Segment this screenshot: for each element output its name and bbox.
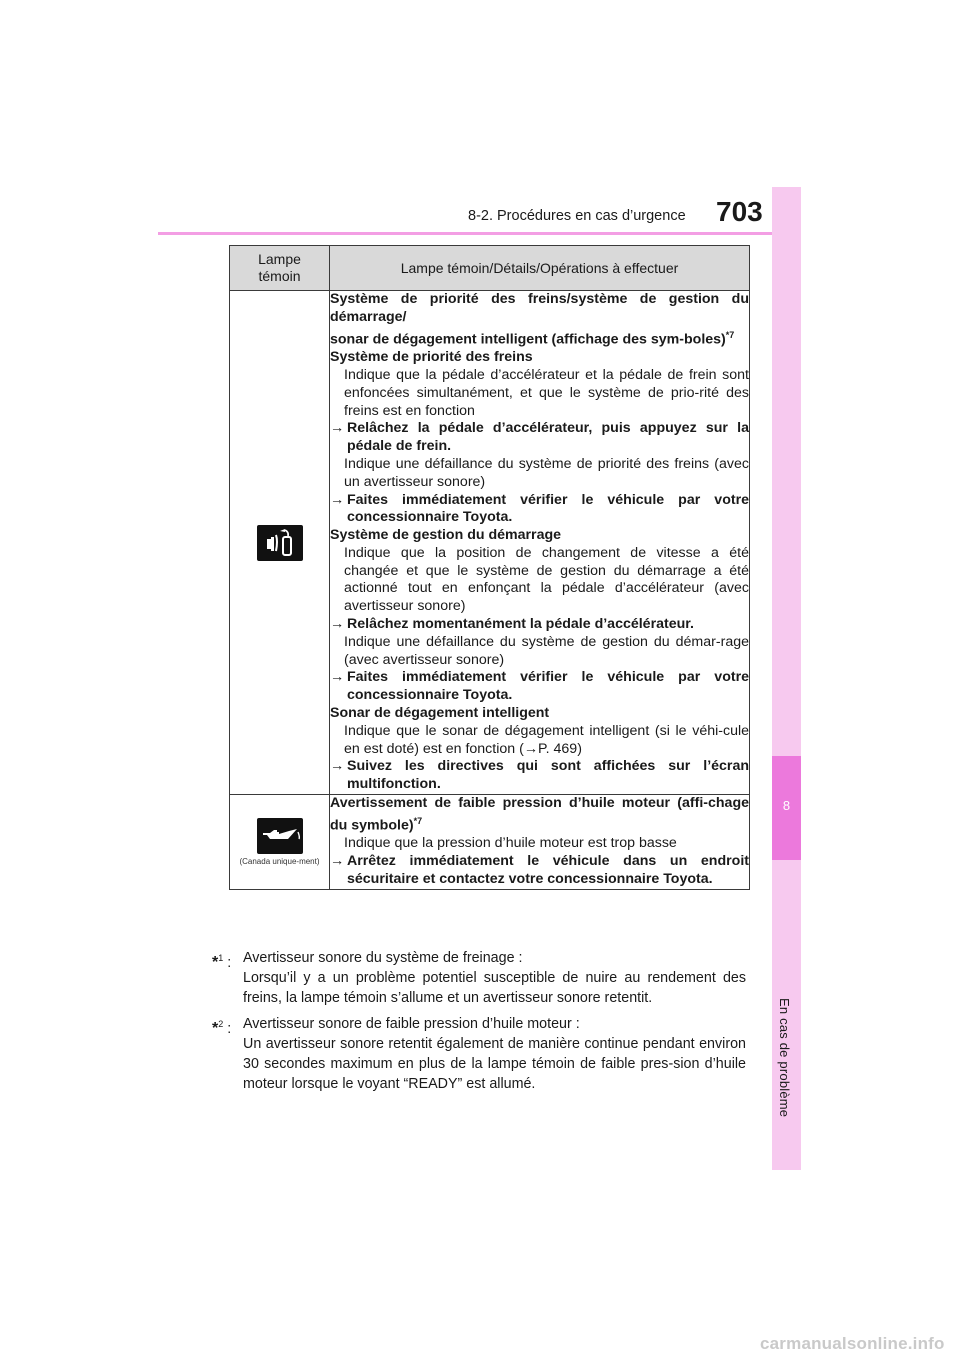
action-line: → Suivez les directives qui sont affichées sur l’écran multifonction.	[330, 758, 749, 793]
icon-cell	[230, 795, 330, 890]
description-text: Indique que la position de changement de vitesse a été changée et que le système de gestion du démarrage a été actionné tout en enfonçant la pédale d’accélérateur (avec avertisseur sonore)	[344, 544, 749, 615]
action-line: → Faites immédiatement vérifier le véhicule par votre concessionnaire Toyota.	[330, 669, 749, 704]
description-text: Indique une défaillance du système de priorité des freins (avec un avertisseur sonore)	[344, 455, 749, 490]
col-header-details: Lampe témoin/Détails/Opérations à effectuer	[330, 246, 750, 291]
action-line: → Relâchez momentanément la pédale d’accélérateur.	[330, 616, 694, 633]
table-header-row	[230, 246, 750, 291]
footnote: *$^2$ : Avertisseur sonore de faible pression d’huile moteur : Un avertisseur sonore retentit également de manière continue pendant environ 30 secondes maximum en plus de la lampe témoin de faible pres-sion d’huile moteur lorsque le voyant “READY” est allumé.	[212, 1016, 746, 1092]
row1-title: Système de priorité des freins/système de gestion du démarrage/ sonar de dégagement intelligent (affichage des sym-boles)$^{*7}$	[330, 291, 749, 348]
table-row	[230, 291, 750, 795]
description-text: Indique une défaillance du système de gestion du démar-rage (avec avertisseur sonore)	[344, 633, 749, 668]
action-line: → Relâchez la pédale d’accélérateur, puis appuyez sur la pédale de frein.	[330, 420, 749, 455]
arrow-icon: →	[330, 420, 345, 437]
warning-lamp-table	[229, 245, 750, 890]
oil-can-icon	[257, 818, 303, 854]
header-rule	[158, 232, 772, 235]
arrow-icon: →	[330, 669, 345, 686]
page-number: 703	[716, 196, 763, 227]
col-header-lamp: Lampe témoin	[230, 246, 330, 291]
arrow-icon: →	[330, 491, 345, 508]
row2-description	[330, 795, 750, 890]
description-text: Indique que le sonar de dégagement intelligent (si le véhi-cule en est doté) est en fonction (→P. 469)	[344, 722, 749, 757]
action-line: → Arrêtez immédiatement le véhicule dans un endroit sécuritaire et contactez votre concessionnaire Toyota.	[330, 853, 749, 887]
footnotes	[212, 948, 746, 1100]
canada-only-note: (Canada unique-ment)	[239, 856, 320, 866]
arrow-icon: →	[523, 740, 539, 757]
arrow-icon: →	[330, 758, 345, 775]
arrow-icon: →	[330, 616, 345, 633]
chapter-title: En cas de problème	[777, 998, 792, 1118]
footnote: *$^1$ : Avertisseur sonore du système de freinage : Lorsqu’il y a un problème potentiel susceptible de nuire au rendement des freins, la lampe témoin s’allume et un avertisseur sonore retentit.	[212, 950, 746, 1006]
arrow-icon: →	[330, 853, 345, 870]
watermark: carmanualsonline.info	[760, 1334, 945, 1353]
page-ref-link[interactable]: →P. 469)	[523, 740, 582, 757]
subheading: Système de gestion du démarrage	[330, 527, 562, 544]
row2-title: Avertissement de faible pression d’huile moteur (affi-chage du symbole)$^{*7}$	[330, 795, 749, 834]
description-text: Indique que la pédale d’accélérateur et la pédale de frein sont enfoncées simultanément, et que le système de prio-rité des freins est en fonction	[344, 366, 749, 419]
action-line: → Faites immédiatement vérifier le véhicule par votre concessionnaire Toyota.	[330, 491, 749, 526]
section-title: 8-2. Procédures en cas d’urgence	[468, 208, 686, 224]
description-text: Indique que la pression d’huile moteur est trop basse	[344, 835, 677, 852]
table-row	[230, 795, 750, 890]
icon-cell	[230, 291, 330, 795]
row1-description	[330, 291, 750, 795]
subheading: Système de priorité des freins	[330, 349, 533, 366]
subheading: Sonar de dégagement intelligent	[330, 705, 550, 722]
brake-override-pedal-icon	[257, 525, 303, 561]
chapter-number: 8	[782, 798, 791, 813]
